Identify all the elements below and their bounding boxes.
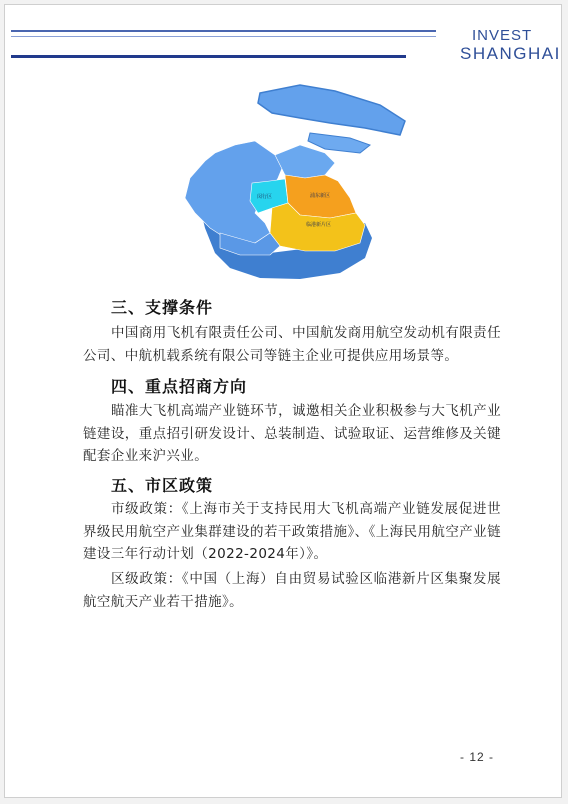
map-label-minhang: 闵行区: [257, 194, 273, 200]
section-paragraph-investment: 瞄准大飞机高端产业链环节，诚邀相关企业积极参与大飞机产业链建设，重点招引研发设计、总装制造、试验取证、运营维修及关键配套企业来沪兴业。: [83, 403, 501, 464]
brand-shanghai: SHANGHAI: [460, 44, 561, 63]
section-heading-support: 三、支撑条件: [111, 298, 214, 317]
brand-invest: INVEST: [472, 27, 533, 44]
map-label-pudong: 浦东新区: [310, 193, 331, 199]
section-paragraph-city-policy: 市级政策：《上海市关于支持民用大飞机高端产业链发展促进世界级民用航空产业集群建设的若干政策措施》、《上海民用航空产业链建设三年行动计划（2022-2024年）》。: [83, 501, 501, 562]
map-label-lingang: 临港新片区: [306, 222, 332, 228]
header-rule-top-thin: [11, 36, 436, 37]
header-rule-bottom: [11, 55, 406, 58]
section-paragraph-district-policy: 区级政策：《中国（上海）自由贸易试验区临港新片区集聚发展航空航天产业若干措施》。: [83, 571, 501, 610]
document-page: [4, 4, 562, 798]
header-rule-top: [11, 30, 436, 32]
section-heading-policy: 五、市区政策: [111, 476, 214, 495]
page-number: - 12 -: [460, 750, 495, 764]
section-paragraph-support: 中国商用飞机有限责任公司、中国航发商用航空发动机有限责任公司、中航机载系统有限公司等链主企业可提供应用场景等。: [83, 325, 501, 364]
island-chongming: [258, 85, 405, 135]
mainland-north: [275, 145, 335, 178]
shanghai-district-map: [160, 83, 410, 283]
island-changxing: [308, 133, 370, 153]
section-heading-investment: 四、重点招商方向: [111, 377, 248, 396]
